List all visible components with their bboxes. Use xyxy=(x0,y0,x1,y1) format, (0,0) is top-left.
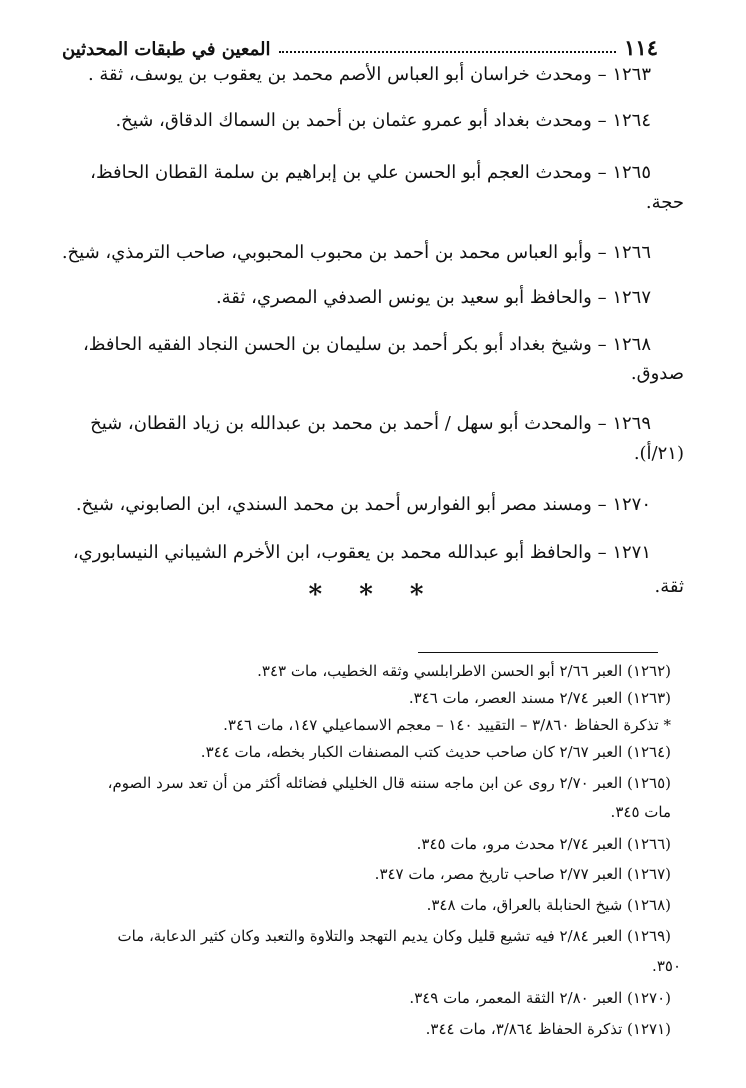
footnote-1265 xyxy=(60,770,671,831)
entry-number: ١٢٧١ xyxy=(612,542,651,563)
book-title: المعين في طبقات المحدثين xyxy=(62,39,271,60)
header-dot-leader xyxy=(279,51,617,53)
entry-1265 xyxy=(60,158,684,238)
entry-text: – وشيخ بغداد أبو بكر أحمد بن سليمان بن الحسن النجاد الفقيه الحافظ، xyxy=(83,334,607,355)
footnote-1262 xyxy=(60,658,671,685)
entry-text: – ومحدث خراسان أبو العباس الأصم محمد بن يعقوب بن يوسف، ثقة . xyxy=(87,64,607,85)
entry-number: ١٢٦٣ xyxy=(612,64,651,85)
footnote-text: (١٢٧١) تذكرة الحفاظ ٣/٨٦٤، مات ٣٤٤. xyxy=(425,1020,671,1038)
entry-number: ١٢٦٦ xyxy=(612,242,651,263)
entry-1269 xyxy=(60,409,684,490)
footnote-1268 xyxy=(60,892,671,923)
entries-list xyxy=(60,60,684,608)
entry-text: – ومحدث العجم أبو الحسن علي بن إبراهيم بن سلمة القطان الحافظ، xyxy=(90,162,607,183)
entry-number: ١٢٦٩ xyxy=(612,413,651,434)
entry-number: ١٢٧٠ xyxy=(612,494,651,515)
footnote-1267 xyxy=(60,861,671,892)
entry-number: ١٢٦٨ xyxy=(612,334,651,355)
entry-number: ١٢٦٧ xyxy=(612,287,651,308)
entry-1270 xyxy=(60,490,651,538)
entry-continuation: (٢١/أ). xyxy=(633,443,684,464)
footnote-text: (١٢٦٨) شيخ الحنابلة بالعراق، مات ٣٤٨. xyxy=(426,896,671,914)
page-number: ١١٤ xyxy=(624,35,658,60)
footnote-1264 xyxy=(60,739,671,770)
footnote-text: (١٢٦٣) العبر ٢/٧٤ مسند العصر، مات ٣٤٦. xyxy=(408,689,671,707)
entry-number: ١٢٦٥ xyxy=(612,162,651,183)
footnotes-list xyxy=(60,658,681,1046)
footnote-rule xyxy=(418,652,658,653)
entry-text: – ومسند مصر أبو الفوارس أحمد بن محمد السندي، ابن الصابوني، شيخ. xyxy=(75,494,607,515)
footnote-text: (١٢٧٠) العبر ٢/٨٠ الثقة المعمر، مات ٣٤٩. xyxy=(409,989,671,1007)
entry-1266 xyxy=(60,238,651,283)
footnote-1266 xyxy=(60,831,671,861)
footnote-text: (١٢٦٦) العبر ٢/٧٤ محدث مرو، مات ٣٤٥. xyxy=(416,835,671,853)
footnote-1270 xyxy=(60,985,671,1016)
entry-text: – ومحدث بغداد أبو عمرو عثمان بن أحمد بن السماك الدقاق، شيخ. xyxy=(115,110,607,131)
footnote-text: (١٢٦٢) العبر ٢/٦٦ أبو الحسن الاطرابلسي وثقه الخطيب، مات ٣٤٣. xyxy=(257,662,671,680)
footnote-text: (١٢٦٧) العبر ٢/٧٧ صاحب تاريخ مصر، مات ٣٤٧. xyxy=(374,865,671,883)
entry-1264 xyxy=(60,106,651,158)
footnote-1271 xyxy=(60,1016,671,1046)
entry-continuation: ثقة. xyxy=(654,576,684,597)
footnote-text: (١٢٦٩) العبر ٢/٨٤ فيه تشيع قليل وكان يديم التهجد والتلاوة والتعبد وكان كثير الدعابة، مات xyxy=(117,927,671,945)
footnote-1269 xyxy=(60,923,681,985)
footnote-continuation: ٣٥٠. xyxy=(652,957,681,975)
footnote-text: (١٢٦٤) العبر ٢/٦٧ كان صاحب حديث كتب المصنفات الكبار بخطه، مات ٣٤٤. xyxy=(200,743,671,761)
footnote-text: * تذكرة الحفاظ ٣/٨٦٠ – التقييد ١٤٠ – معجم الاسماعيلي ١٤٧، مات ٣٤٦. xyxy=(223,716,671,734)
footnote-continuation: مات ٣٤٥. xyxy=(610,803,671,821)
footnote-text: (١٢٦٥) العبر ٢/٧٠ روى عن ابن ماجه سننه قال الخليلي فضائله أكثر من أن تعد سرد الصوم، xyxy=(107,774,671,792)
footnote-1263-star xyxy=(60,712,671,739)
entry-continuation: حجة. xyxy=(645,192,684,213)
entry-1267 xyxy=(60,283,651,330)
entry-1263 xyxy=(60,60,651,106)
entry-number: ١٢٦٤ xyxy=(612,110,651,131)
entry-1268 xyxy=(60,330,684,409)
section-separator: * * * xyxy=(308,580,438,610)
running-header xyxy=(62,30,658,60)
entry-text: – والحافظ أبو سعيد بن يونس الصدفي المصري، ثقة. xyxy=(215,287,607,308)
entry-text: – والحافظ أبو عبدالله محمد بن يعقوب، ابن الأخرم الشيباني النيسابوري، xyxy=(72,542,607,563)
entry-text: – والمحدث أبو سهل / أحمد بن محمد بن عبدالله بن زياد القطان، شيخ xyxy=(90,413,607,434)
entry-text: – وأبو العباس محمد بن أحمد بن محبوب المحبوبي، صاحب الترمذي، شيخ. xyxy=(61,242,607,263)
footnote-1263 xyxy=(60,685,671,712)
entry-continuation: صدوق. xyxy=(630,363,684,384)
